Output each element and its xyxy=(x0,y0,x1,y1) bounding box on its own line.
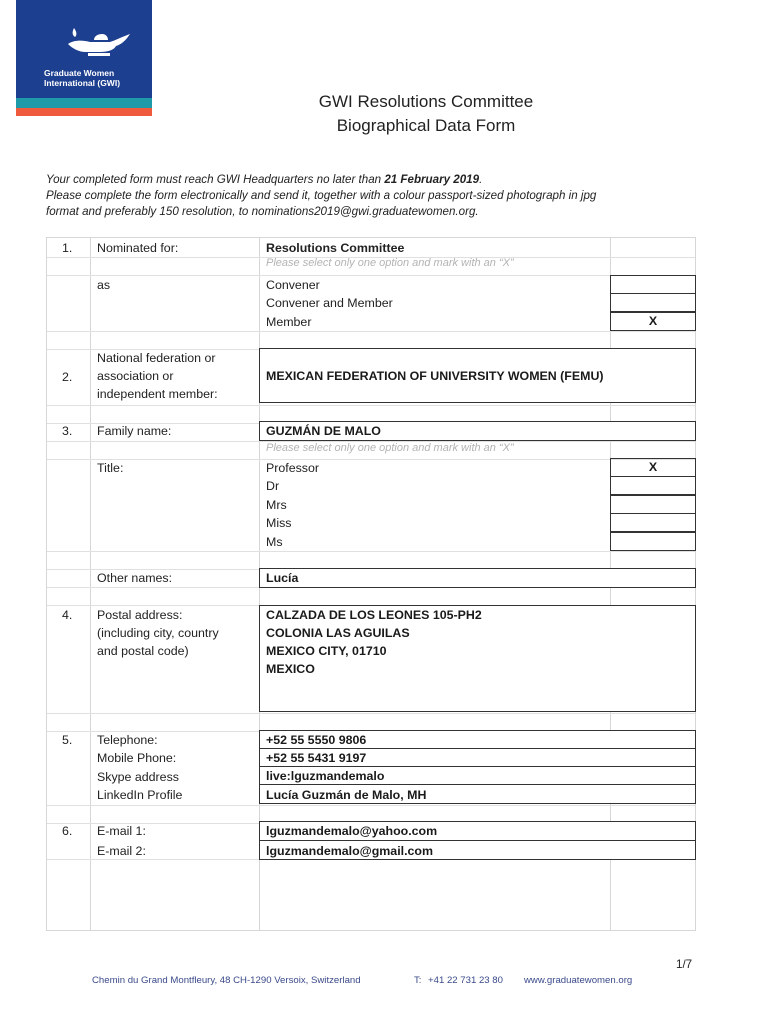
row-divider xyxy=(47,805,695,806)
other-names-label: Other names: xyxy=(97,571,173,585)
page-title: GWI Resolutions Committee xyxy=(318,92,534,111)
section-number-2: 2. xyxy=(62,370,73,384)
title-miss-label: Miss xyxy=(266,516,292,530)
email2-value: lguzmandemalo@gmail.com xyxy=(266,844,433,858)
mobile-field[interactable] xyxy=(259,748,696,767)
postal-line: MEXICO CITY, 01710 xyxy=(266,644,387,658)
linkedin-value: Lucía Guzmán de Malo, MH xyxy=(266,788,427,802)
option-convener-checkbox[interactable] xyxy=(610,275,696,294)
title-professor-label: Professor xyxy=(266,461,320,475)
telephone-value: +52 55 5550 9806 xyxy=(266,733,367,747)
option-convener-member-label: Convener and Member xyxy=(266,296,393,310)
federation-field[interactable] xyxy=(259,348,696,403)
footer-telephone: +41 22 731 23 80 xyxy=(428,975,503,986)
row-divider xyxy=(47,405,695,406)
footer-website[interactable]: www.graduatewomen.org xyxy=(524,975,633,986)
row-divider xyxy=(47,331,695,332)
nominated-for-value: Resolutions Committee xyxy=(266,241,405,255)
intro-email: format and preferably 150 resolution, to nominations2019@gwi.graduatewomen.org. xyxy=(46,205,479,218)
select-hint: Please select only one option and mark with an “X” xyxy=(266,442,514,454)
email2-label: E-mail 2: xyxy=(97,844,146,858)
section-number-3: 3. xyxy=(62,424,73,438)
mobile-label: Mobile Phone: xyxy=(97,751,177,765)
family-name-value: GUZMÁN DE MALO xyxy=(266,424,381,438)
col-divider xyxy=(90,238,91,930)
row-divider xyxy=(47,551,695,552)
telephone-label: Telephone: xyxy=(97,733,158,747)
family-name-field[interactable] xyxy=(259,421,696,441)
section-number-4: 4. xyxy=(62,608,73,622)
select-hint: Please select only one option and mark with an “X” xyxy=(266,257,514,269)
federation-label-line2: association or xyxy=(97,369,174,383)
title-dr-checkbox[interactable] xyxy=(610,476,696,495)
row-divider xyxy=(47,275,695,276)
email2-field[interactable] xyxy=(259,840,696,860)
skype-label: Skype address xyxy=(97,770,179,784)
federation-label-line3: independent member: xyxy=(97,387,218,401)
title-label: Title: xyxy=(97,461,124,475)
page-subtitle: Biographical Data Form xyxy=(336,116,516,135)
federation-label-line1: National federation or xyxy=(97,351,216,365)
option-convener-label: Convener xyxy=(266,278,320,292)
title-ms-checkbox[interactable] xyxy=(610,532,696,551)
other-names-field[interactable] xyxy=(259,568,696,588)
postal-label-line3: and postal code) xyxy=(97,644,189,658)
other-names-value: Lucía xyxy=(266,571,299,585)
logo-line2: International (GWI) xyxy=(44,78,121,88)
option-member-checkbox[interactable]: X xyxy=(610,312,696,331)
intro-instructions: Please complete the form electronically and send it, together with a colour passport-sized photograph in jpg xyxy=(46,189,597,202)
section-number-1: 1. xyxy=(62,241,73,255)
footer-tel-label: T: xyxy=(414,975,422,986)
skype-field[interactable] xyxy=(259,766,696,785)
deadline-date: 21 February 2019 xyxy=(384,173,480,186)
postal-label-line2: (including city, country xyxy=(97,626,219,640)
footer-address: Chemin du Grand Montfleury, 48 CH-1290 Versoix, Switzerland xyxy=(92,975,361,986)
linkedin-field[interactable] xyxy=(259,784,696,804)
nominated-for-label: Nominated for: xyxy=(97,241,179,255)
title-professor-checkbox[interactable]: X xyxy=(610,458,696,477)
skype-value: live:lguzmandemalo xyxy=(266,769,385,783)
row-divider xyxy=(47,459,695,460)
email1-field[interactable] xyxy=(259,821,696,841)
title-dr-label: Dr xyxy=(266,479,280,493)
logo-line1: Graduate Women xyxy=(44,68,115,78)
intro-text: Your completed form must reach GWI Headquarters no later than xyxy=(46,173,385,186)
family-name-label: Family name: xyxy=(97,424,172,438)
option-member-label: Member xyxy=(266,315,312,329)
telephone-field[interactable] xyxy=(259,730,696,749)
row-divider xyxy=(47,713,695,714)
postal-line: MEXICO xyxy=(266,662,315,676)
postal-line: CALZADA DE LOS LEONES 105-PH2 xyxy=(266,608,482,622)
linkedin-label: LinkedIn Profile xyxy=(97,788,183,802)
page-number: 1/7 xyxy=(676,958,693,971)
federation-value: MEXICAN FEDERATION OF UNIVERSITY WOMEN (FEMU) xyxy=(266,369,604,383)
section-number-5: 5. xyxy=(62,733,73,747)
title-ms-label: Ms xyxy=(266,535,283,549)
title-mrs-label: Mrs xyxy=(266,498,287,512)
postal-line: COLONIA LAS AGUILAS xyxy=(266,626,410,640)
postal-address-field[interactable] xyxy=(259,605,696,712)
as-label: as xyxy=(97,278,111,292)
email1-label: E-mail 1: xyxy=(97,824,146,838)
option-convener-member-checkbox[interactable] xyxy=(610,293,696,312)
postal-label-line1: Postal address: xyxy=(97,608,183,622)
section-number-6: 6. xyxy=(62,824,73,838)
lamp-icon xyxy=(64,26,134,62)
email1-value: lguzmandemalo@yahoo.com xyxy=(266,824,438,838)
title-mrs-checkbox[interactable] xyxy=(610,495,696,514)
intro-punct: . xyxy=(479,173,483,186)
title-miss-checkbox[interactable] xyxy=(610,513,696,532)
mobile-value: +52 55 5431 9197 xyxy=(266,751,367,765)
